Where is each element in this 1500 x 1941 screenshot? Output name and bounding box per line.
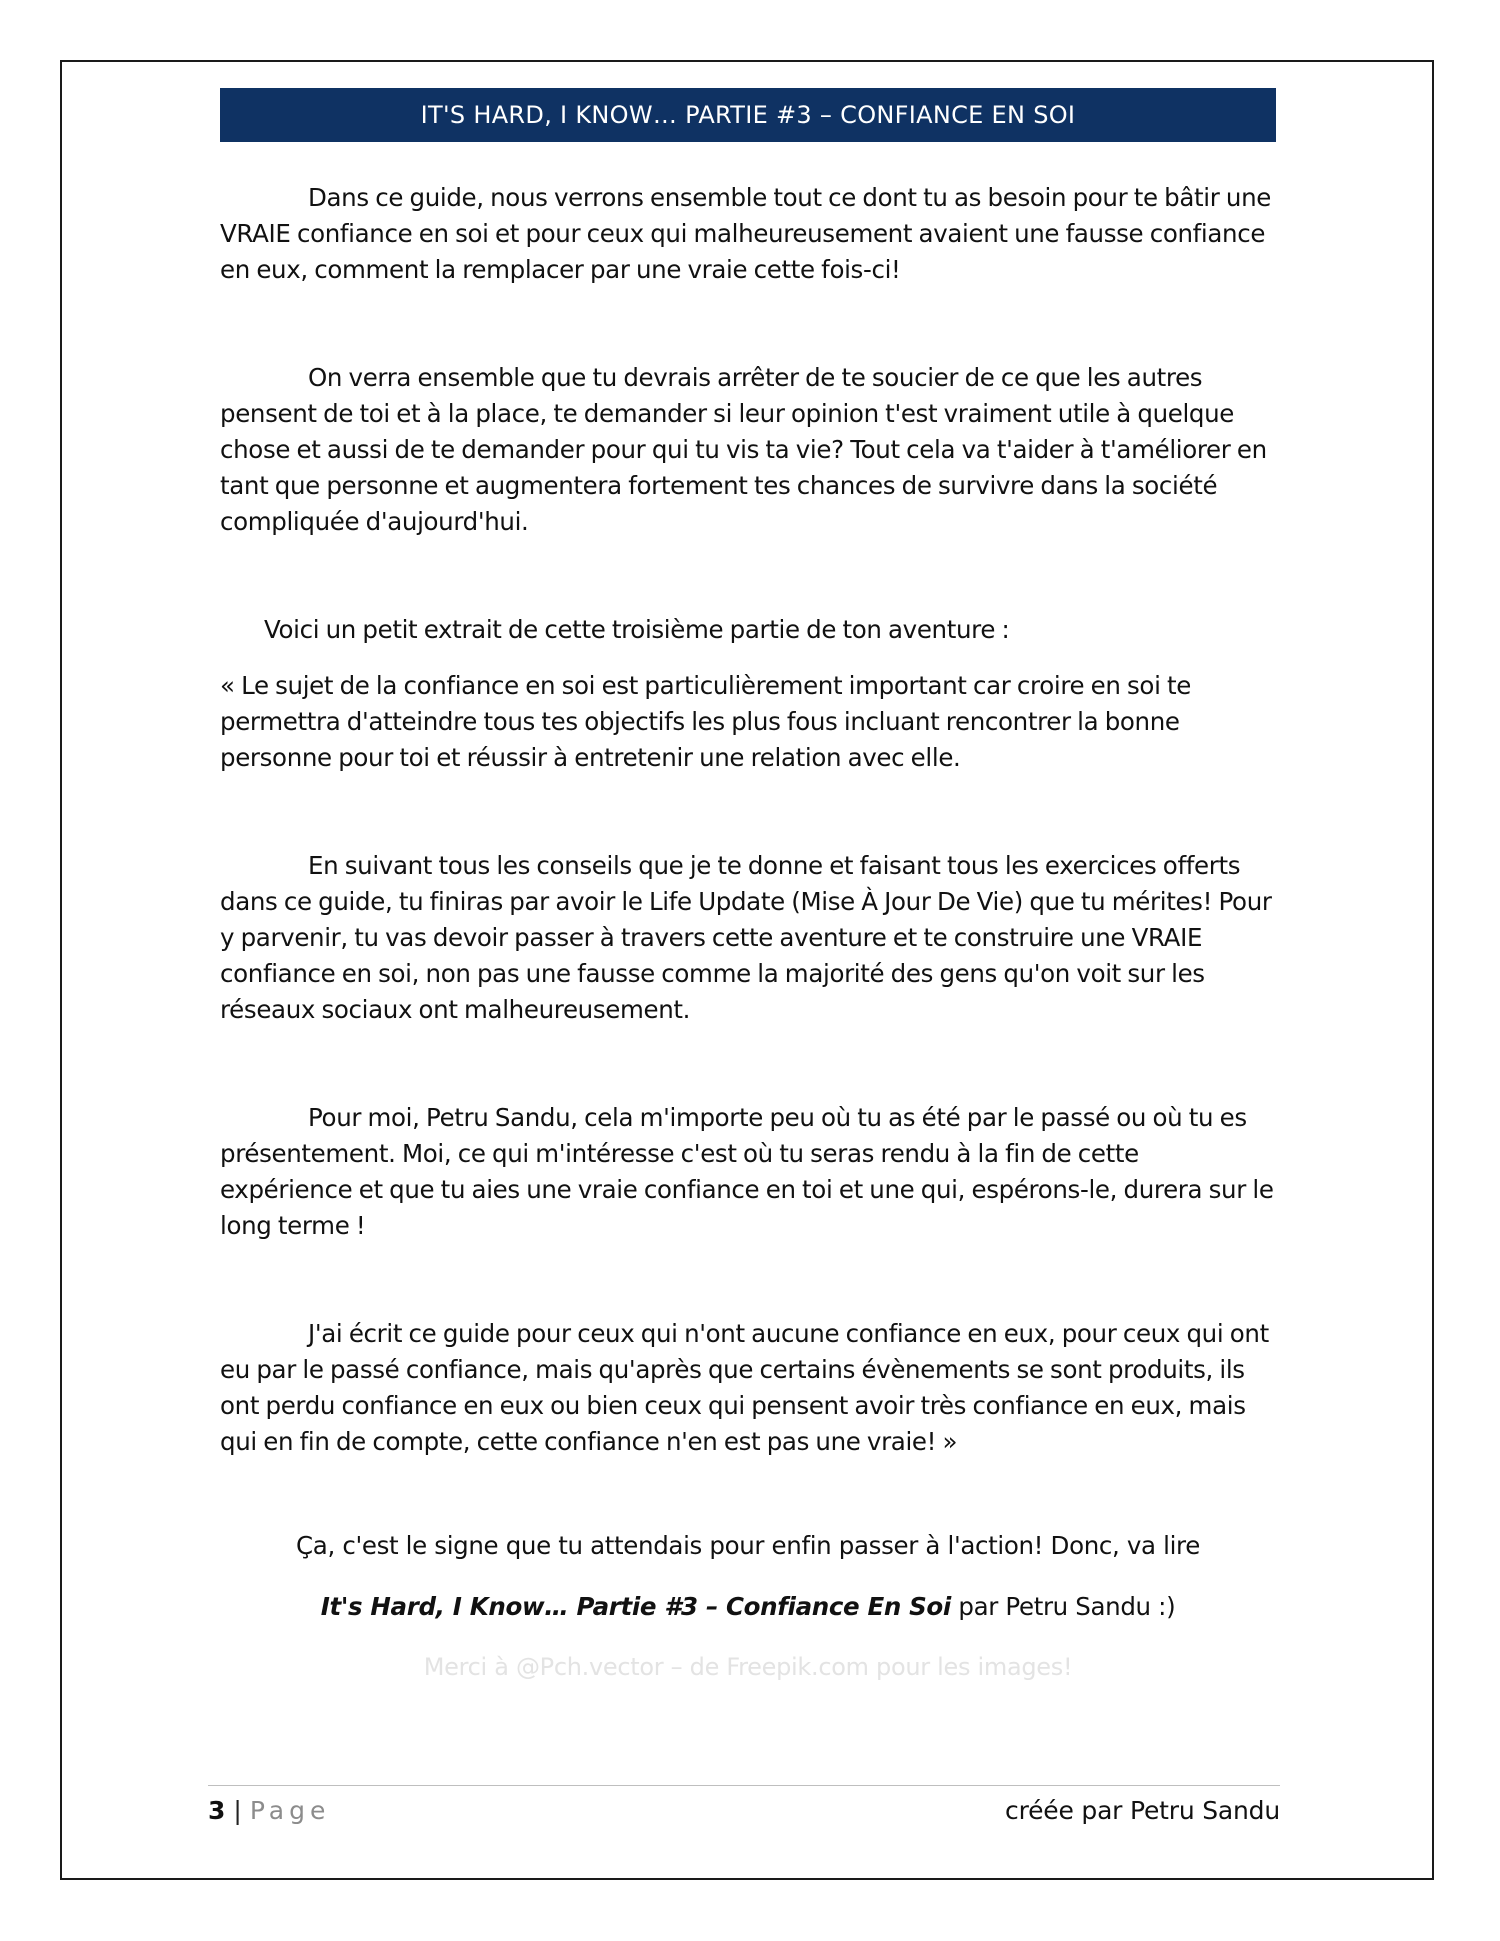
excerpt-paragraph-2: En suivant tous les conseils que je te donne et faisant tous les exercices offerts dans ce guide, tu finiras par avoir le Life Update (Mise À Jour De Vie) que tu mérites! Pour y parvenir, tu vas devoir passer à travers cette aventure et te construire une VRAIE confiance en soi, non pas une fausse comme la majorité des gens qu'on voit sur les réseaux sociaux ont malheureusement. — [220, 851, 1272, 1024]
book-author: par Petru Sandu :) — [950, 1591, 1176, 1621]
page-number: 3 — [208, 1795, 226, 1825]
header-title: IT'S HARD, I KNOW… PARTIE #3 – CONFIANCE EN SOI — [420, 101, 1076, 129]
call-to-action: Ça, c'est le signe que tu attendais pour enfin passer à l'action! Donc, va lire — [296, 1531, 1200, 1560]
excerpt-paragraph-1: « Le sujet de la confiance en soi est particulièrement important car croire en soi te permettra d'atteindre tous tes objectifs les plus fous incluant rencontrer la bonne personne pour toi et réussir à entretenir une relation avec elle. — [220, 671, 1191, 772]
page-content — [220, 88, 1276, 1709]
page-indicator — [208, 1796, 330, 1825]
excerpt-paragraph-3: Pour moi, Petru Sandu, cela m'importe peu où tu as été par le passé ou où tu es présentement. Moi, ce qui m'intéresse c'est où tu seras rendu à la fin de cette expérience et que tu aies une vraie confiance en toi et une qui, espérons-le, durera sur le long terme ! — [220, 1103, 1274, 1240]
image-credit: Merci à @Pch.vector – de Freepik.com pour les images! — [423, 1653, 1073, 1681]
header-bar — [220, 88, 1276, 142]
page-footer — [208, 1790, 1280, 1830]
footer-divider — [208, 1785, 1280, 1786]
footer-author: créée par Petru Sandu — [1005, 1795, 1280, 1825]
paragraph-intro-guide: Dans ce guide, nous verrons ensemble tout ce dont tu as besoin pour te bâtir une VRAIE confiance en soi et pour ceux qui malheureusement avaient une fausse confiance en eux, comment la remplacer par une vraie cette fois-ci! — [220, 183, 1271, 284]
book-reference — [220, 1589, 1276, 1625]
page-separator: | — [233, 1795, 242, 1825]
excerpt-paragraph-4: J'ai écrit ce guide pour ceux qui n'ont aucune confiance en eux, pour ceux qui ont eu par le passé confiance, mais qu'après que certains évènements se sont produits, ils ont perdu confiance en eux ou bien ceux qui pensent avoir très confiance en eux, mais qui en fin de compte, cette confiance n'en est pas une vraie! » — [220, 1319, 1269, 1456]
excerpt-intro: Voici un petit extrait de cette troisième partie de ton aventure : — [264, 615, 1010, 644]
book-title: It's Hard, I Know… Partie #3 – Confiance En Soi — [320, 1591, 951, 1621]
paragraph-others-opinion: On verra ensemble que tu devrais arrêter de te soucier de ce que les autres pensent de toi et à la place, te demander si leur opinion t'est vraiment utile à quelque chose et aussi de te demander pour qui tu vis ta vie? Tout cela va t'aider à t'améliorer en tant que personne et augmentera fortement tes chances de survivre dans la société compliquée d'aujourd'hui. — [220, 363, 1267, 536]
page-label: Page — [249, 1795, 331, 1825]
